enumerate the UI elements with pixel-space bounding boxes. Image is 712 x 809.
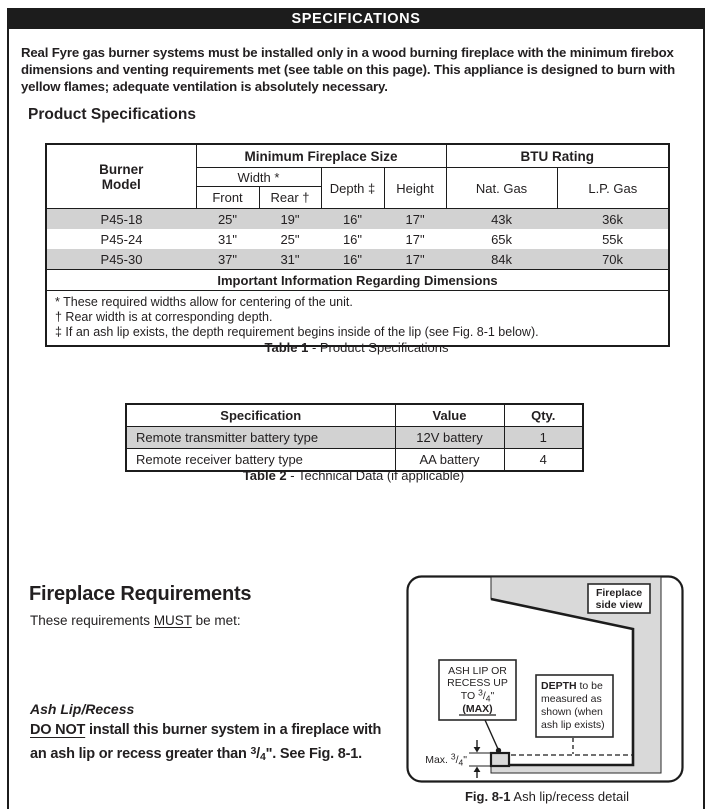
table1-header-height: Height (384, 168, 446, 209)
product-specifications-table (45, 143, 670, 347)
height-cell: 17" (405, 231, 425, 247)
title-bar (7, 8, 705, 29)
depth-cell: 16" (321, 209, 384, 230)
side-view-label-line1: Fireplace (595, 587, 643, 599)
front-cell: 25" (196, 209, 259, 230)
value-cell: 12V battery (395, 427, 504, 449)
table1-important-note: Important Information Regarding Dimensions (46, 270, 669, 291)
table1-header-depth: Depth ‡ (321, 168, 384, 209)
table2-header-value: Value (395, 404, 504, 427)
depth-cell: 16" (342, 231, 363, 247)
table1-header-width: Width * (196, 168, 321, 187)
leader-dot-icon (496, 748, 501, 753)
table1-header-front: Front (196, 187, 259, 209)
rear-cell: 19" (259, 209, 321, 230)
table1-caption: Table 1 - Product Specifications (264, 340, 449, 355)
ash-lip-label-line4: (MAX) (462, 703, 493, 715)
table1-header-btu-rating: BTU Rating (446, 144, 669, 168)
table1-header-lp-gas: L.P. Gas (557, 168, 669, 209)
table1-row (46, 249, 669, 270)
requirements-must-line: These requirements MUST be met: (30, 613, 241, 628)
height-cell: 17" (384, 249, 446, 270)
table1-header-burner-model: Burner Model (46, 144, 196, 209)
table1-header-min-fireplace-size: Minimum Fireplace Size (196, 144, 446, 168)
model-cell: P45-30 (46, 249, 196, 270)
ash-lip-label-line3: TO $^3/_4$" (460, 687, 495, 704)
table2-header-qty: Qty. (504, 404, 583, 427)
lp-gas-cell: 36k (557, 209, 669, 230)
ash-lip-recess-heading: Ash Lip/Recess (30, 701, 135, 717)
ash-lip-label-line2: RECESS UP (447, 677, 508, 689)
front-cell: 37" (196, 249, 259, 270)
technical-data-table (125, 403, 584, 472)
do-not-underlined: DO NOT (30, 722, 86, 738)
ash-lip-label-line1: ASH LIP OR (448, 665, 507, 677)
side-view-label-line2: side view (595, 599, 643, 611)
rear-cell: 31" (259, 249, 321, 270)
page-title: SPECIFICATIONS (291, 10, 421, 27)
nat-gas-cell: 43k (446, 209, 557, 230)
must-underlined: MUST (153, 613, 192, 628)
fraction-denominator: 4 (259, 751, 266, 763)
spec-cell: Remote transmitter battery type (126, 427, 395, 449)
product-specifications-heading: Product Specifications (28, 106, 196, 123)
table1-row (46, 209, 669, 230)
nat-gas-cell: 84k (446, 249, 557, 270)
table2-header-specification: Specification (126, 404, 395, 427)
intro-paragraph: Real Fyre gas burner systems must be installed only in a wood burning fireplace with the minimum firebox dimensions and venting requirements met (see table on this page). This appliance is designed to burn with yellow flames; adequate ventilation is absolutely necessary. (21, 45, 675, 94)
depth-label-line3: shown (when (541, 706, 603, 718)
fireplace-requirements-heading: Fireplace Requirements (29, 583, 252, 605)
value-cell: AA battery (395, 449, 504, 472)
footnote-double-dagger: ‡ If an ash lip exists, the depth requirement begins inside of the lip (see Fig. 8-1 below). (55, 325, 539, 339)
footnote-dagger: † Rear width is at corresponding depth. (55, 310, 273, 324)
rear-cell: 25" (280, 231, 300, 247)
fig-8-1-diagram (405, 574, 687, 786)
depth-label-line2: measured as (541, 693, 602, 705)
ash-lip-shape (491, 753, 509, 766)
depth-label-line4: ash lip exists) (541, 719, 605, 731)
model-cell: P45-18 (46, 209, 196, 230)
spec-cell: Remote receiver battery type (126, 449, 395, 472)
front-cell: 31" (217, 231, 238, 247)
depth-cell: 16" (321, 249, 384, 270)
table1-header-rear: Rear † (259, 187, 321, 209)
lp-gas-cell: 70k (557, 249, 669, 270)
qty-cell: 1 (504, 427, 583, 449)
figure-caption: Fig. 8-1 Ash lip/recess detail (464, 789, 630, 804)
table1-footnotes (46, 291, 669, 347)
footnote-asterisk: * These required widths allow for centering of the unit. (55, 295, 353, 309)
table2-row (126, 427, 583, 449)
table1-header-nat-gas: Nat. Gas (446, 168, 557, 209)
depth-label-line1: DEPTH to be (541, 680, 603, 692)
model-cell: P45-24 (100, 231, 143, 247)
nat-gas-cell: 65k (491, 231, 513, 247)
table1-row (46, 229, 669, 249)
table2-caption: Table 2 - Technical Data (if applicable) (242, 468, 465, 483)
lp-gas-cell: 55k (602, 231, 624, 247)
height-cell: 17" (384, 209, 446, 230)
max-dimension-label: Max. $^3/_4$" (425, 751, 467, 768)
qty-cell: 4 (504, 449, 583, 472)
fraction-numerator: 3 (250, 745, 257, 757)
do-not-warning: DO NOT install this burner system in a fireplace with an ash lip or recess greater than $^3$/4". See Fig. 8-1. (30, 722, 382, 763)
